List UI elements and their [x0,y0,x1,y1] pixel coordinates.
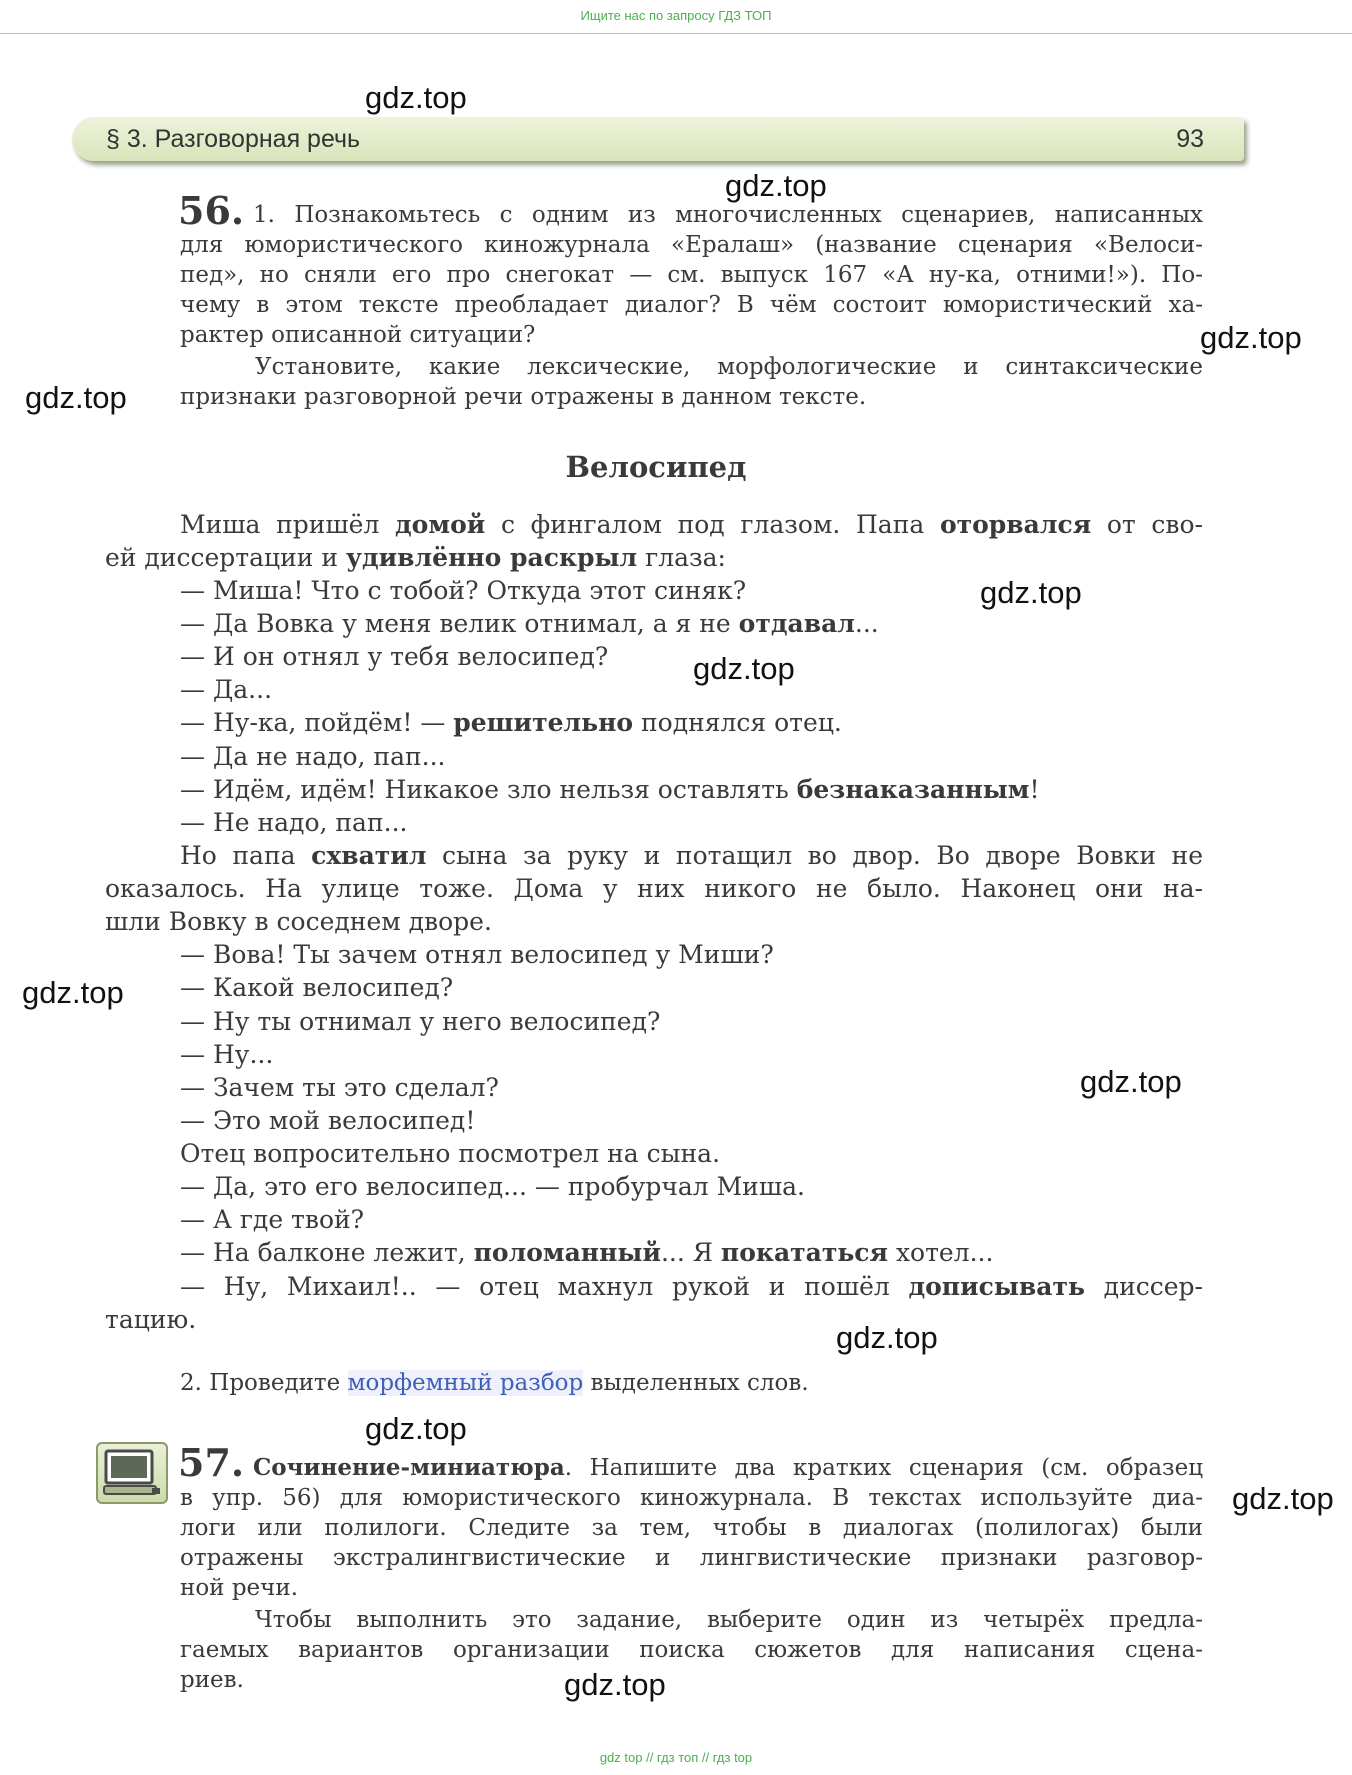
dialogue-line: — Да Вовка у меня велик отнимал, а я не отдавал... [180,609,879,638]
ex57-line-1: Сочинение-миниатюра. Напишите два кратких сценария (см. образец [253,1454,1203,1481]
watermark: gdz.top [1200,320,1302,355]
dialogue-line: — И он отнял у тебя велосипед? [180,642,609,671]
top-banner-text: Ищите нас по запросу ГДЗ ТОП [580,8,772,23]
dialogue-line: — Идём, идём! Никакое зло нельзя оставлять безнаказанным! [180,775,1040,804]
dialogue-line: — Какой велосипед? [180,973,454,1002]
dialogue-line: — Да... [180,675,273,704]
watermark: gdz.top [1232,1481,1334,1516]
ex57-title: Сочинение-миниатюра [253,1454,565,1481]
watermark: gdz.top [836,1320,938,1355]
ex57-line-7: гаемых вариантов организации поиска сюжетов для написания сцена- [180,1637,1203,1663]
ex57-line-6: Чтобы выполнить это задание, выберите один из четырёх предла- [255,1607,1203,1633]
dialogue-line: — Да, это его велосипед... — пробурчал Миша. [180,1172,805,1201]
section-title: § 3. Разговорная речь [106,125,361,153]
watermark: gdz.top [365,1411,467,1446]
watermark: gdz.top [1080,1064,1182,1099]
dialogue-line: — На балконе лежит, поломанный... Я покататься хотел... [180,1238,994,1267]
ex57-line-8: риев. [180,1667,244,1693]
watermark: gdz.top [564,1667,666,1702]
ex57-line-4: отражены экстралингвистические и лингвистические признаки разговор- [180,1545,1203,1571]
computer-icon [96,1442,168,1504]
watermark: gdz.top [25,380,127,415]
dialogue-line: — Ну-ка, пойдём! — решительно поднялся отец. [180,708,842,737]
watermark: gdz.top [980,575,1082,610]
dialogue-line: — Да не надо, пап... [180,742,446,771]
dialogue-line: — Ну ты отнимал у него велосипед? [180,1007,661,1036]
dialogue-line: — Вова! Ты зачем отнял велосипед у Миши? [180,940,774,969]
ex56-line-7: признаки разговорной речи отражены в данном тексте. [180,384,867,410]
ex56-line-3: пед», но сняли его про снегокат — см. выпуск 167 «А ну-ка, отними!»). По- [180,262,1203,288]
ex57-line-3: логи или полилоги. Следите за тем, чтобы в диалогах (полилогах) были [180,1515,1203,1541]
story-line-1: Миша пришёл домой с фингалом под глазом. Папа оторвался от сво- [180,510,1203,539]
story-line-2: ей диссертации и удивлённо раскрыл глаза: [105,543,726,572]
ex56-line-1: 1. Познакомьтесь с одним из многочисленных сценариев, написанных [253,202,1203,228]
exercise-57-number: 57. [178,1440,245,1485]
story-paragraph-line: оказалось. На улице тоже. Дома у них никого не было. Наконец они на- [105,874,1203,903]
ex56-task-2: 2. Проведите морфемный разбор выделенных слов. [180,1370,809,1396]
dialogue-line: — А где твой? [180,1205,365,1234]
dialogue-line: — Не надо, пап... [180,808,408,837]
watermark: gdz.top [365,80,467,115]
dialogue-line: — Ну, Михаил!.. — отец махнул рукой и пошёл дописывать диссер- [180,1272,1203,1301]
exercise-56-number: 56. [178,188,245,233]
story-paragraph-line: шли Вовку в соседнем дворе. [105,907,492,936]
watermark: gdz.top [725,168,827,203]
footer-links: gdz top // гдз топ // гдз top [599,1750,753,1765]
ex57-line-2: в упр. 56) для юмористического киножурнала. В текстах используйте диа- [180,1485,1203,1511]
page-number: 93 [1176,125,1204,153]
dialogue-line: — Миша! Что с тобой? Откуда этот синяк? [180,576,747,605]
watermark: gdz.top [693,651,795,686]
top-banner [0,0,1352,34]
dialogue-line-continued: тацию. [105,1305,197,1334]
ex56-line-4: чему в этом тексте преобладает диалог? В чём состоит юмористический ха- [180,292,1203,318]
watermark: gdz.top [22,975,124,1010]
dialogue-line: — Это мой велосипед! [180,1106,476,1135]
story-paragraph-line: Отец вопросительно посмотрел на сына. [180,1139,721,1168]
ex56-line-6: Установите, какие лексические, морфологические и синтаксические [255,354,1203,380]
ex56-line-2: для юмористического киножурнала «Ералаш» (название сценария «Велоси- [180,232,1203,258]
ex56-line-5: рактер описанной ситуации? [180,322,536,348]
morpheme-analysis-link[interactable]: морфемный разбор [347,1370,584,1396]
story-paragraph-line: Но папа схватил сына за руку и потащил во двор. Во дворе Вовки не [180,841,1203,870]
dialogue-line: — Зачем ты это сделал? [180,1073,499,1102]
dialogue-line: — Ну... [180,1040,274,1069]
story-title: Велосипед [565,450,747,484]
section-header [72,117,1244,161]
ex57-line-5: ной речи. [180,1575,298,1601]
